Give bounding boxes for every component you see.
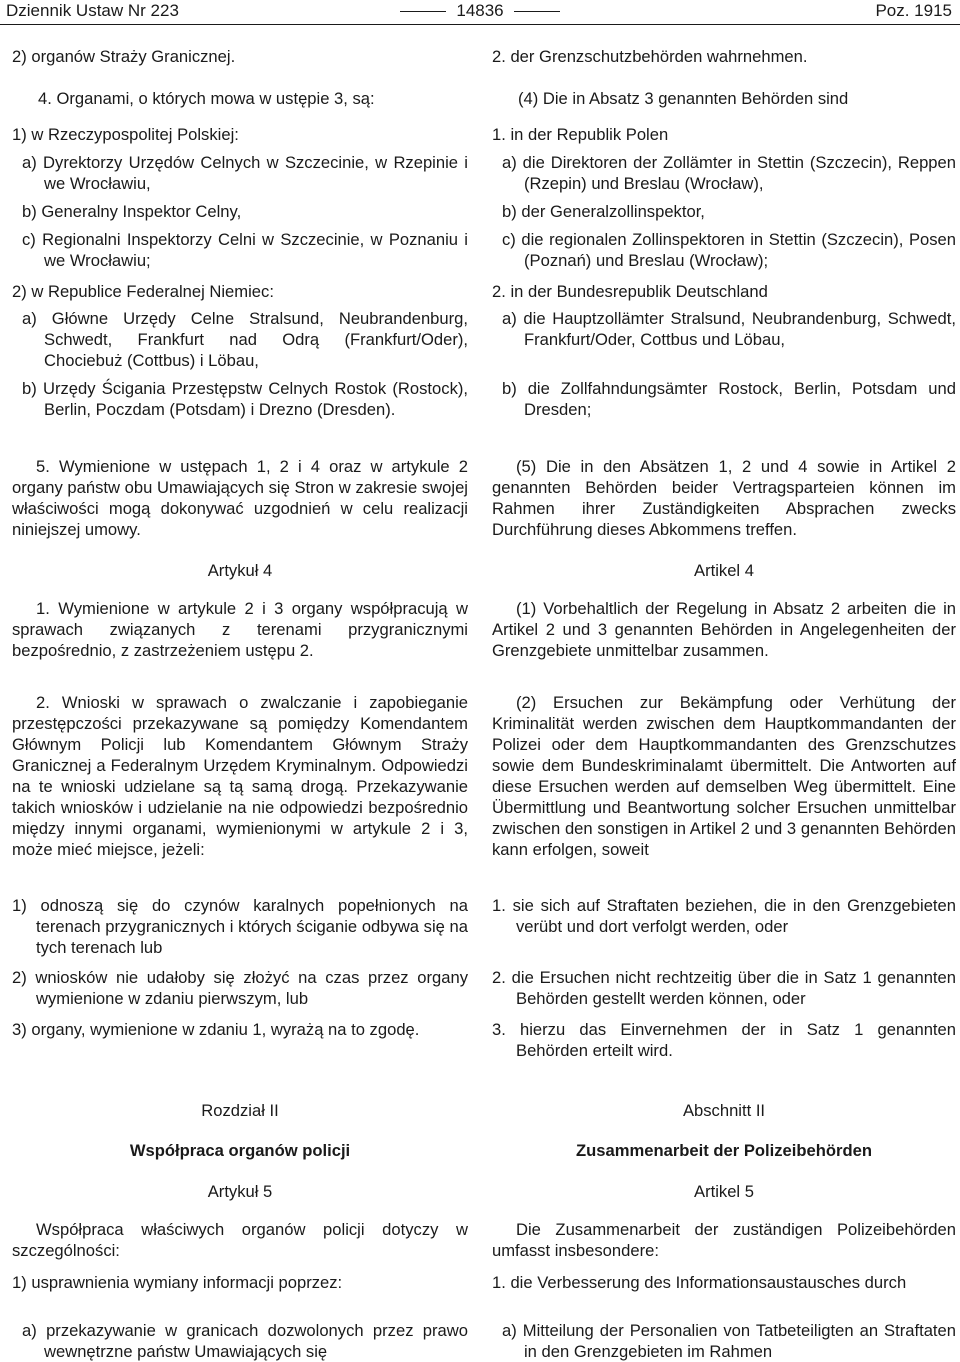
pl-paragraph: 5. Wymienione w ustępach 1, 2 i 4 oraz w artykule 2 organy państw obu Umawiających się Stron w zakresie swojej właściwości mogą dokonywać uzgodnień w celu realizacji niniejszej umowy. [12, 457, 468, 539]
de-list-item: 1. die Verbesserung des Informationsaustausches durch [492, 1273, 907, 1292]
de-list-item: a) die Hauptzollämter Stralsund, Neubrandenburg, Schwedt, Frankfurt/Oder, Cottbus und Löbau, [502, 309, 956, 349]
de-paragraph: 1. in der Republik Polen [492, 125, 669, 144]
pl-paragraph: 1) w Rzeczypospolitej Polskiej: [12, 125, 239, 144]
de-paragraph: 2. der Grenzschutzbehörden wahrnehmen. [492, 47, 808, 66]
de-paragraph: 2. in der Bundesrepublik Deutschland [492, 282, 768, 301]
pl-list-item: 3) organy, wymienione w zdaniu 1, wyrażą na to zgodę. [12, 1020, 420, 1039]
pl-list-item: 1) usprawnienia wymiany informacji poprzez: [12, 1273, 343, 1292]
pl-paragraph: 2) organów Straży Granicznej. [12, 47, 236, 66]
de-article-heading: Artikel 5 [694, 1182, 754, 1201]
pl-chapter-heading: Rozdział II [201, 1101, 279, 1120]
de-list-item: c) die regionalen Zollinspektoren in Stettin (Szczecin), Posen (Poznań) und Breslau (Wrocław); [502, 230, 956, 270]
pl-list-item: 1) odnoszą się do czynów karalnych popełnionych na terenach przygranicznych i których ściganie odbywa się na tych terenach lub [12, 896, 468, 957]
pl-paragraph: 2) w Republice Federalnej Niemiec: [12, 282, 274, 301]
de-paragraph: (1) Vorbehaltlich der Regelung in Absatz 2 arbeiten die in Artikel 2 und 3 genannten Behörden in Angelegenheiten der Grenzgebiete unmittelbar zusammen. [492, 599, 956, 660]
pl-chapter-title: Współpraca organów policji [129, 1141, 351, 1160]
pl-list-item: b) Generalny Inspektor Celny, [22, 202, 242, 221]
page-header [0, 0, 960, 24]
pl-paragraph: 4. Organami, o których mowa w ustępie 3, są: [38, 89, 375, 108]
pl-paragraph: Współpraca właściwych organów policji dotyczy w szczególności: [12, 1220, 468, 1260]
header-rule [0, 24, 960, 25]
pl-list-item: a) przekazywanie w granicach dozwolonych przez prawo wewnętrzne państw Umawiających się [22, 1321, 468, 1361]
pl-article-heading: Artykuł 5 [207, 1182, 273, 1201]
journal-title: Dziennik Ustaw Nr 223 [6, 1, 179, 20]
de-list-item: 3. hierzu das Einvernehmen der in Satz 1 genannten Behörden erteilt wird. [492, 1020, 956, 1060]
pl-list-item: 2) wniosków nie udałoby się złożyć na czas przez organy wymienione w zdaniu pierwszym, lub [12, 968, 468, 1008]
de-chapter-title: Zusammenarbeit der Polizeibehörden [576, 1141, 872, 1160]
pl-paragraph: 2. Wnioski w sprawach o zwalczanie i zapobieganie przestępczości przekazywane są pomiędzy Komendantem Głównym Policji lub Komendantem Głównym Straży Granicznej a Federalnym Urzędem Kryminalnym. Odpowiedzi na te wnioski udzielane są tą samą drogą. Przekazywanie takich wniosków i udzielanie na nie odpowiedzi bezpośrednio między innymi organami, wymienionymi w artykule 2 i 3, może mieć miejsce, jeżeli: [12, 693, 468, 859]
pl-list-item: b) Urzędy Ścigania Przestępstw Celnych Rostok (Rostock), Berlin, Poczdam (Potsdam) i Drezno (Dresden). [22, 379, 468, 419]
pl-article-heading: Artykuł 4 [207, 561, 273, 580]
pl-list-item: a) Dyrektorzy Urzędów Celnych w Szczecinie, w Rzepinie i we Wrocławiu, [22, 153, 468, 193]
pl-list-item: a) Główne Urzędy Celne Stralsund, Neubrandenburg, Schwedt, Frankfurt nad Odrą (Frankfurt/Oder), Chociebuż (Cottbus) i Löbau, [22, 309, 468, 370]
de-paragraph: (2) Ersuchen zur Bekämpfung oder Verhütung der Kriminalität werden zwischen dem Hauptkommandanten der Polizei oder dem Hauptkommandanten des Grenzschutzes sowie dem Bundeskriminalamt übermittelt. Die Antworten auf diese Ersuchen werden auf demselben Weg übermittelt. Eine Übermittlung und Beantwortung solcher Ersuchen unmittelbar zwischen den sonstigen in Artikel 2 und 3 genannten Behörden kann erfolgen, soweit [492, 693, 956, 859]
page-number: 14836 [0, 0, 960, 22]
de-list-item: a) Mitteilung der Personalien von Tatbeteiligten an Straftaten in den Grenzgebieten im Rahmen [502, 1321, 956, 1361]
de-list-item: a) die Direktoren der Zollämter in Stettin (Szczecin), Reppen (Rzepin) und Breslau (Wrocław), [502, 153, 956, 193]
de-list-item: b) die Zollfahndungsämter Rostock, Berlin, Potsdam und Dresden; [502, 379, 956, 419]
de-chapter-heading: Abschnitt II [682, 1101, 766, 1120]
position-number: Poz. 1915 [875, 1, 952, 20]
de-list-item: b) der Generalzollinspektor, [502, 202, 705, 221]
de-paragraph: (5) Die in den Absätzen 1, 2 und 4 sowie in Artikel 2 genannten Behörden beider Vertragsparteien können im Rahmen ihrer Zuständigkeiten Absprachen zwecks Durchführung dieses Abkommens treffen. [492, 457, 956, 539]
de-list-item: 2. die Ersuchen nicht rechtzeitig über die in Satz 1 genannten Behörden gestellt werden können, oder [492, 968, 956, 1008]
pl-paragraph: 1. Wymienione w artykule 2 i 3 organy współpracują w sprawach związanych z terenami przygranicznymi bezpośrednio, z zastrzeżeniem ustępu 2. [12, 599, 468, 660]
de-paragraph: Die Zusammenarbeit der zuständigen Polizeibehörden umfasst insbesondere: [492, 1220, 956, 1260]
pl-list-item: c) Regionalni Inspektorzy Celni w Szczecinie, w Poznaniu i we Wrocławiu; [22, 230, 468, 270]
de-paragraph: (4) Die in Absatz 3 genannten Behörden sind [518, 89, 849, 108]
de-list-item: 1. sie sich auf Straftaten beziehen, die in den Grenzgebieten verübt und dort verfolgt werden, oder [492, 896, 956, 936]
de-article-heading: Artikel 4 [694, 561, 754, 580]
